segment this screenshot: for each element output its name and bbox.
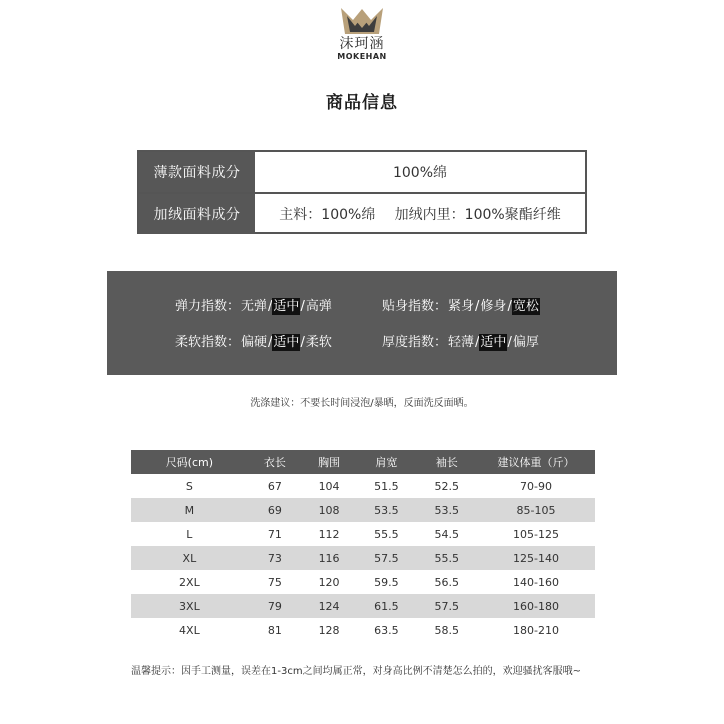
index-label: 厚度指数： <box>382 335 448 350</box>
brand-name-en: MOKEHAN <box>337 52 387 61</box>
table-cell: 55.5 <box>374 527 399 541</box>
table-cell: 71 <box>267 527 282 541</box>
fabric-row <box>139 152 585 192</box>
table-cell: 53.5 <box>417 498 477 522</box>
table-cell: 75 <box>267 575 282 589</box>
table-cell: 55.5 <box>417 546 477 570</box>
fit-index <box>382 295 540 314</box>
table-cell: 116 <box>302 546 356 570</box>
separator: / <box>300 299 305 314</box>
table-cell: 73 <box>248 546 302 570</box>
table-cell: 57.5 <box>356 546 416 570</box>
table-row <box>131 594 595 618</box>
table-cell: 4XL <box>179 623 200 637</box>
table-cell: 128 <box>318 623 340 637</box>
table-cell: 160-180 <box>477 594 595 618</box>
table-cell: S <box>185 479 193 493</box>
table-cell: 108 <box>302 498 356 522</box>
separator: / <box>300 335 305 350</box>
table-cell: 81 <box>267 623 282 637</box>
table-cell: 52.5 <box>434 479 460 493</box>
separator: / <box>268 335 273 350</box>
table-cell: 2XL <box>179 575 200 589</box>
table-row <box>131 546 595 570</box>
table-cell: 61.5 <box>356 594 416 618</box>
table-row <box>131 522 595 546</box>
fabric-value: 100%绵 <box>392 165 448 181</box>
table-cell: 57.5 <box>417 594 477 618</box>
index-label: 弹力指数： <box>175 299 241 314</box>
table-cell: 56.5 <box>434 575 460 589</box>
index-option: 紧身 <box>448 299 475 314</box>
fabric-row <box>139 192 585 234</box>
care-note: 洗涤建议：不要长时间浸泡/暴晒，反面洗反面晒。 <box>250 398 474 409</box>
table-cell: 53.5 <box>356 498 416 522</box>
fabric-label: 加绒面料成分 <box>139 194 255 234</box>
column-header: 衣长 <box>248 450 302 474</box>
table-cell: 85-105 <box>477 498 595 522</box>
thickness-index <box>382 331 540 350</box>
index-label: 贴身指数： <box>382 299 448 314</box>
index-option: 轻薄 <box>448 335 475 350</box>
table-row <box>131 498 595 522</box>
table-cell: 105-125 <box>513 527 559 541</box>
table-row <box>131 570 595 594</box>
index-option: 偏硬 <box>241 335 268 350</box>
elasticity-index <box>175 295 333 314</box>
table-cell: L <box>186 527 193 541</box>
fabric-table <box>137 150 587 234</box>
index-option-selected: 适中 <box>273 299 300 314</box>
index-option: 修身 <box>480 299 507 314</box>
index-label: 柔软指数： <box>175 335 241 350</box>
index-option: 无弹 <box>241 299 268 314</box>
table-cell: 180-210 <box>513 623 559 637</box>
index-option: 偏厚 <box>512 335 539 350</box>
table-cell: 120 <box>318 575 340 589</box>
column-header: 胸围 <box>302 450 356 474</box>
brand-logo <box>320 6 404 62</box>
table-cell: 58.5 <box>434 623 460 637</box>
separator: / <box>475 299 480 314</box>
index-option-selected: 适中 <box>480 335 507 350</box>
table-cell: XL <box>131 546 248 570</box>
table-cell: 70-90 <box>520 479 552 493</box>
column-header: 肩宽 <box>356 450 416 474</box>
size-table <box>131 450 595 642</box>
index-option-selected: 适中 <box>273 335 300 350</box>
table-cell: 112 <box>318 527 340 541</box>
separator: / <box>507 299 512 314</box>
table-cell: 124 <box>302 594 356 618</box>
brand-name-cn: 沫珂涵 <box>339 36 385 52</box>
softness-index <box>175 331 333 350</box>
separator: / <box>507 335 512 350</box>
table-row <box>131 474 595 498</box>
column-header: 建议体重（斤） <box>477 450 595 474</box>
index-option: 高弹 <box>305 299 332 314</box>
table-cell: 67 <box>267 479 282 493</box>
table-cell: 140-160 <box>513 575 559 589</box>
table-cell: 3XL <box>131 594 248 618</box>
tip-note: 温馨提示：因手工测量，误差在1-3cm之间均属正常，对身高比例不清楚怎么拍的，欢迎骚扰客服哦~ <box>131 666 581 677</box>
index-option: 柔软 <box>305 335 332 350</box>
index-panel <box>107 271 617 375</box>
table-cell: 54.5 <box>434 527 460 541</box>
table-cell: 63.5 <box>374 623 399 637</box>
table-row <box>131 618 595 642</box>
fabric-value: 主料：100%绵 加绒内里：100%聚酯纤维 <box>279 207 561 223</box>
separator: / <box>475 335 480 350</box>
table-cell: 59.5 <box>374 575 399 589</box>
table-cell: 125-140 <box>477 546 595 570</box>
table-cell: M <box>131 498 248 522</box>
column-header: 袖长 <box>417 450 477 474</box>
index-option-selected: 宽松 <box>512 299 539 314</box>
fabric-label: 薄款面料成分 <box>139 152 255 192</box>
table-cell: 79 <box>248 594 302 618</box>
section-title: 商品信息 <box>326 93 398 113</box>
table-cell: 104 <box>318 479 340 493</box>
crown-m-logo-icon <box>339 6 385 36</box>
column-header: 尺码(cm) <box>131 450 248 474</box>
table-cell: 69 <box>248 498 302 522</box>
separator: / <box>268 299 273 314</box>
size-table-header <box>131 450 595 474</box>
table-cell: 51.5 <box>374 479 399 493</box>
